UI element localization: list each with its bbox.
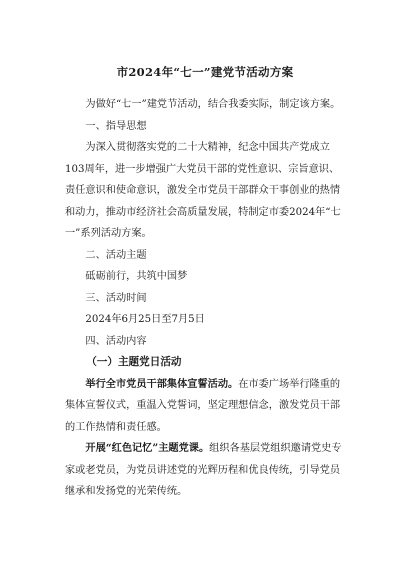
item-2-lead: 开展“红色记忆”主题党课。 xyxy=(85,442,210,454)
item-2-text: 组织各基层党组织邀请党史专家或老党员，为党员讲述党的光辉历程和优良传统，引导党员继承和发扬党的光荣传统。 xyxy=(65,443,342,497)
section-1-paragraph: 为深入贯彻落实党的二十大精神，纪念中国共产党成立103周年，进一步增强广大党员干部的党性意识、宗旨意识、责任意识和使命意识，激发全市党员干部群众干事创业的热情和动力，推动市经济社会高质量发展，特制定市委2024年“七一”系列活动方案。 xyxy=(65,142,341,239)
section-3-heading: 三、活动时间 xyxy=(85,292,147,304)
section-3-paragraph: 2024年6月25日至7月5日 xyxy=(85,314,205,325)
item-2-paragraph xyxy=(65,438,345,503)
item-1-paragraph xyxy=(65,374,345,439)
intro-paragraph: 为做好“七一”建党节活动，结合我委实际，制定该方案。 xyxy=(85,99,341,110)
item-1-lead: 举行全市党员干部集体宣誓活动。 xyxy=(85,377,239,390)
section-1-heading: 一、指导思想 xyxy=(85,120,147,132)
section-2-paragraph: 砥砺前行，共筑中国梦 xyxy=(85,271,188,282)
subsection-1-heading: （一）主题党日活动 xyxy=(86,356,182,368)
document-body xyxy=(65,94,345,503)
section-2-heading: 二、活动主题 xyxy=(85,249,147,261)
section-4-heading: 四、活动内容 xyxy=(85,335,147,347)
item-1-text: 在市委广场举行隆重的集体宣誓仪式，重温入党誓词，坚定理想信念，激发党员干部的工作热情和责任感。 xyxy=(65,378,341,433)
document-title: 市2024年“七一”建党节活动方案 xyxy=(116,65,294,79)
